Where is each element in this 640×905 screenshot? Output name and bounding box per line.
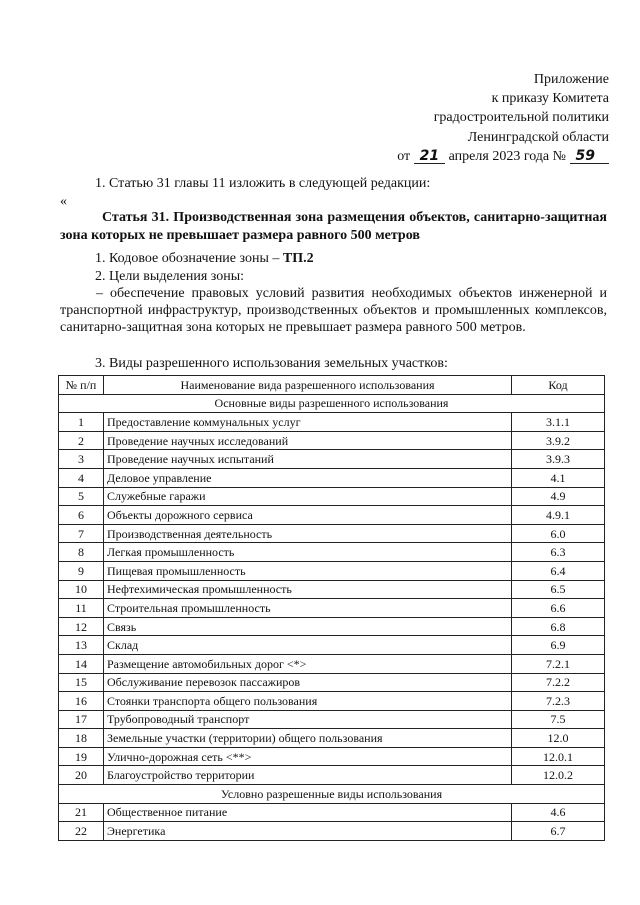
row-number: 1: [59, 413, 104, 432]
usage-name: Улично-дорожная сеть <**>: [104, 747, 512, 766]
usage-code: 6.3: [512, 543, 605, 562]
usage-name: Пищевая промышленность: [104, 561, 512, 580]
row-number: 13: [59, 636, 104, 655]
usage-code: 7.2.1: [512, 654, 605, 673]
row-number: 16: [59, 692, 104, 711]
table-row: [59, 468, 605, 487]
table-row: [59, 580, 605, 599]
appendix-order: к приказу Комитета: [491, 91, 609, 107]
table-row: [59, 766, 605, 785]
row-number: 4: [59, 468, 104, 487]
table-row: [59, 543, 605, 562]
usage-code: 6.6: [512, 599, 605, 618]
table-row: [59, 413, 605, 432]
usage-code: 4.6: [512, 803, 605, 822]
row-number: 8: [59, 543, 104, 562]
usage-code: 12.0.2: [512, 766, 605, 785]
usage-name: Объекты дорожного сервиса: [104, 506, 512, 525]
usage-name: Проведение научных исследований: [104, 431, 512, 450]
usage-code: 12.0.1: [512, 747, 605, 766]
usage-code: 12.0: [512, 729, 605, 748]
table-row: [59, 450, 605, 469]
paragraph-1: 1. Статью 31 главы 11 изложить в следующей редакции:: [95, 176, 431, 191]
usage-table: [58, 375, 605, 841]
paragraph-zone-code: [95, 250, 314, 267]
usage-name: Стоянки транспорта общего пользования: [104, 692, 512, 711]
row-number: 7: [59, 524, 104, 543]
handwritten-day: 21: [414, 149, 445, 164]
row-number: 15: [59, 673, 104, 692]
usage-name: Предоставление коммунальных услуг: [104, 413, 512, 432]
table-row: [59, 431, 605, 450]
appendix-region: Ленинградской области: [467, 129, 609, 145]
table-body: [59, 394, 605, 840]
table-row: [59, 599, 605, 618]
usage-code: 6.9: [512, 636, 605, 655]
usage-code: 3.9.2: [512, 431, 605, 450]
appendix-title: Приложение: [533, 72, 609, 87]
usage-code: 7.2.2: [512, 673, 605, 692]
usage-code: 6.7: [512, 822, 605, 841]
section-title: Основные виды разрешенного использования: [59, 394, 605, 413]
section-title: Условно разрешенные виды использования: [59, 785, 605, 804]
row-number: 2: [59, 431, 104, 450]
table-row: [59, 673, 605, 692]
table-row: [59, 617, 605, 636]
handwritten-number: 59: [570, 149, 609, 164]
row-number: 6: [59, 506, 104, 525]
usage-code: 6.0: [512, 524, 605, 543]
usage-name: Склад: [104, 636, 512, 655]
usage-code: 3.9.3: [512, 450, 605, 469]
usage-name: Служебные гаражи: [104, 487, 512, 506]
usage-code: 4.9.1: [512, 506, 605, 525]
paragraph-goals: 2. Цели выделения зоны:: [95, 269, 245, 284]
usage-name: Проведение научных испытаний: [104, 450, 512, 469]
usage-name: Земельные участки (территории) общего пользования: [104, 729, 512, 748]
usage-name: Легкая промышленность: [104, 543, 512, 562]
appendix-committee: градостроительной политики: [433, 110, 609, 126]
zone-code: ТП.2: [282, 251, 314, 266]
header-number: № п/п: [59, 376, 104, 395]
usage-code: 6.8: [512, 617, 605, 636]
appendix-date-line: [397, 147, 609, 166]
table-row: [59, 561, 605, 580]
table-row: [59, 487, 605, 506]
date-middle: апреля 2023 года №: [448, 148, 567, 164]
table-row: [59, 710, 605, 729]
row-number: 14: [59, 654, 104, 673]
usage-name: Нефтехимическая промышленность: [104, 580, 512, 599]
appendix-header: [397, 70, 609, 166]
date-prefix: от: [397, 148, 411, 164]
usage-name: Обслуживание перевозок пассажиров: [104, 673, 512, 692]
row-number: 21: [59, 803, 104, 822]
usage-code: 3.1.1: [512, 413, 605, 432]
row-number: 12: [59, 617, 104, 636]
usage-name: Размещение автомобильных дорог <*>: [104, 654, 512, 673]
usage-code: 6.5: [512, 580, 605, 599]
usage-name: Связь: [104, 617, 512, 636]
row-number: 20: [59, 766, 104, 785]
table-row: [59, 747, 605, 766]
row-number: 18: [59, 729, 104, 748]
table-row: [59, 822, 605, 841]
paragraph-goals-text: – обеспечение правовых условий развития необходимых объектов инженерной и транспортной инфраструктур, производственных объектов и промышленных комплексов, санитарно-защитная зона которых не превышает размера равного 500 метров.: [60, 286, 607, 335]
usage-name: Энергетика: [104, 822, 512, 841]
table-row: [59, 692, 605, 711]
usage-code: 6.4: [512, 561, 605, 580]
zone-code-label: 1. Кодовое обозначение зоны –: [95, 251, 283, 266]
table-row: [59, 636, 605, 655]
table-row: [59, 803, 605, 822]
row-number: 22: [59, 822, 104, 841]
usage-code: 4.1: [512, 468, 605, 487]
table-section-row: [59, 785, 605, 804]
row-number: 5: [59, 487, 104, 506]
table-header-row: [59, 376, 605, 395]
table-row: [59, 506, 605, 525]
usage-name: Производственная деятельность: [104, 524, 512, 543]
paragraph-usage-types: 3. Виды разрешенного использования земельных участков:: [95, 356, 448, 371]
row-number: 10: [59, 580, 104, 599]
table-row: [59, 729, 605, 748]
usage-name: Строительная промышленность: [104, 599, 512, 618]
usage-name: Трубопроводный транспорт: [104, 710, 512, 729]
row-number: 17: [59, 710, 104, 729]
row-number: 11: [59, 599, 104, 618]
usage-code: 4.9: [512, 487, 605, 506]
header-name: Наименование вида разрешенного использования: [104, 376, 512, 395]
row-number: 19: [59, 747, 104, 766]
header-code: Код: [512, 376, 605, 395]
opening-quote: «: [60, 194, 67, 209]
table-section-row: [59, 394, 605, 413]
usage-name: Благоустройство территории: [104, 766, 512, 785]
row-number: 3: [59, 450, 104, 469]
article-title: Статья 31. Производственная зона размещения объектов, санитарно-защитная зона которых не превышает размера равного 500 метров: [60, 210, 607, 243]
row-number: 9: [59, 561, 104, 580]
table-row: [59, 524, 605, 543]
usage-code: 7.5: [512, 710, 605, 729]
usage-code: 7.2.3: [512, 692, 605, 711]
usage-name: Деловое управление: [104, 468, 512, 487]
table-row: [59, 654, 605, 673]
usage-name: Общественное питание: [104, 803, 512, 822]
